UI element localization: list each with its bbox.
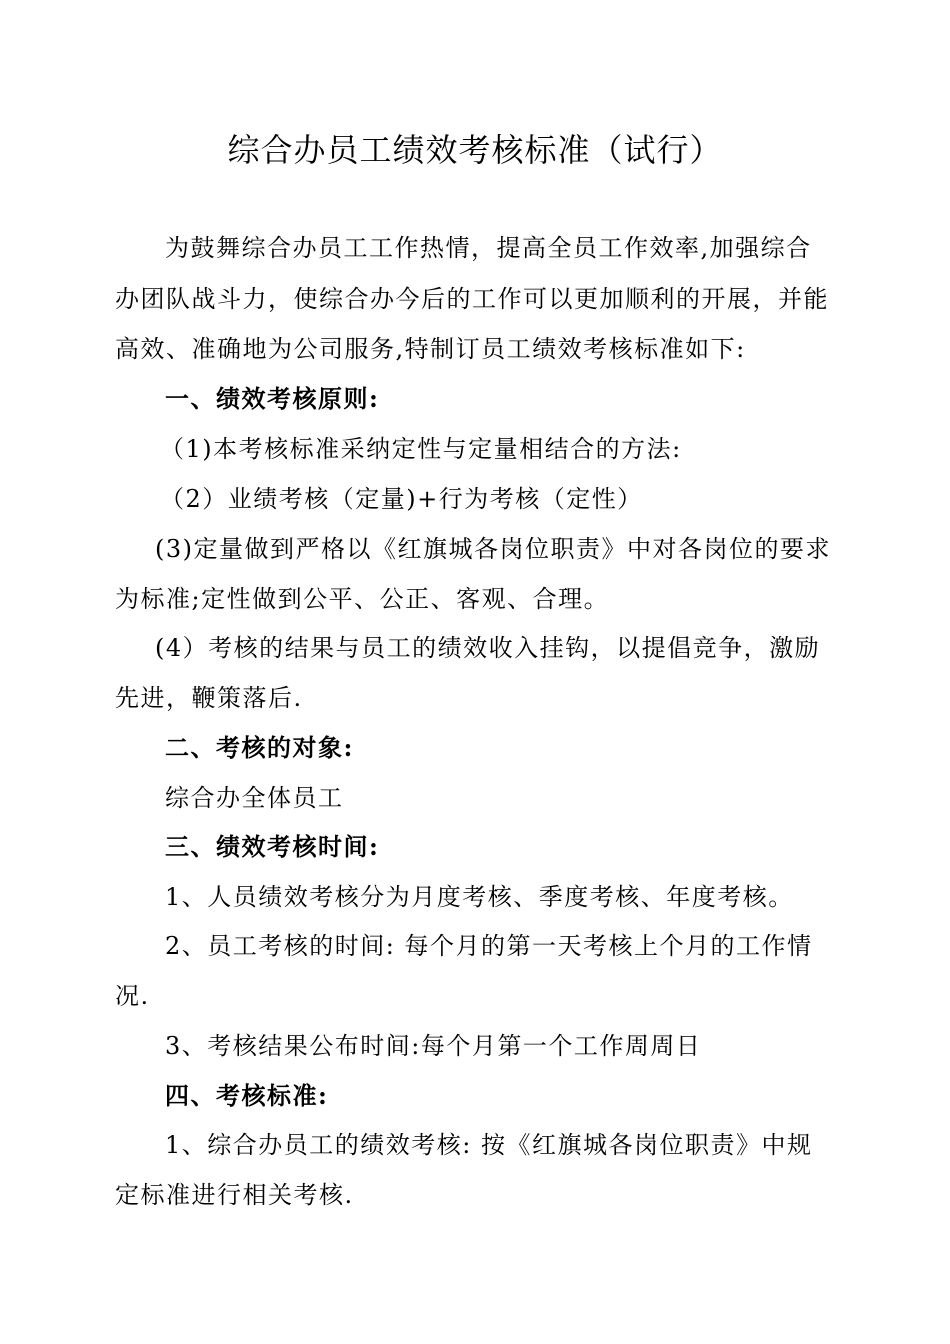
section-3-item-3: 3、考核结果公布时间:每个月第一个工作周周日 bbox=[165, 1032, 702, 1060]
intro-line-3: 高效、准确地为公司服务,特制订员工绩效考核标准如下: bbox=[115, 335, 746, 363]
section-1-item-3-line-1: (3)定量做到严格以《红旗城各岗位职责》中对各岗位的要求 bbox=[155, 535, 831, 563]
section-1-item-3-line-2: 为标准;定性做到公平、公正、客观、合理。 bbox=[115, 585, 610, 613]
section-2-heading: 二、考核的对象: bbox=[165, 733, 354, 762]
section-4-item-1-line-2: 定标准进行相关考核. bbox=[115, 1181, 354, 1209]
document-title: 综合办员工绩效考核标准（试行） bbox=[227, 131, 723, 169]
section-3-heading: 三、绩效考核时间: bbox=[165, 832, 380, 861]
intro-line-2: 办团队战斗力，使综合办今后的工作可以更加顺利的开展，并能 bbox=[115, 285, 829, 313]
section-3-item-2-line-2: 况. bbox=[115, 982, 150, 1010]
section-3-item-1: 1、人员绩效考核分为月度考核、季度考核、年度考核。 bbox=[165, 883, 794, 911]
section-1-item-2: （2）业绩考核（定量)+行为考核（定性） bbox=[160, 485, 643, 513]
section-3-item-2-line-1: 2、员工考核的时间: 每个月的第一天考核上个月的工作情 bbox=[165, 932, 813, 960]
intro-line-1: 为鼓舞综合办员工工作热情，提高全员工作效率,加强综合 bbox=[165, 234, 812, 262]
section-4-heading: 四、考核标准: bbox=[165, 1081, 329, 1110]
section-1-heading: 一、绩效考核原则: bbox=[165, 384, 380, 413]
section-1-item-4-line-2: 先进，鞭策落后. bbox=[115, 684, 303, 712]
section-2-text: 综合办全体员工 bbox=[165, 784, 344, 812]
section-4-item-1-line-1: 1、综合办员工的绩效考核: 按《红旗城各岗位职责》中规 bbox=[165, 1131, 813, 1159]
section-1-item-1: （1)本考核标准采纳定性与定量相结合的方法: bbox=[160, 435, 682, 463]
section-1-item-4-line-1: (4）考核的结果与员工的绩效收入挂钩，以提倡竞争，激励 bbox=[155, 634, 821, 662]
